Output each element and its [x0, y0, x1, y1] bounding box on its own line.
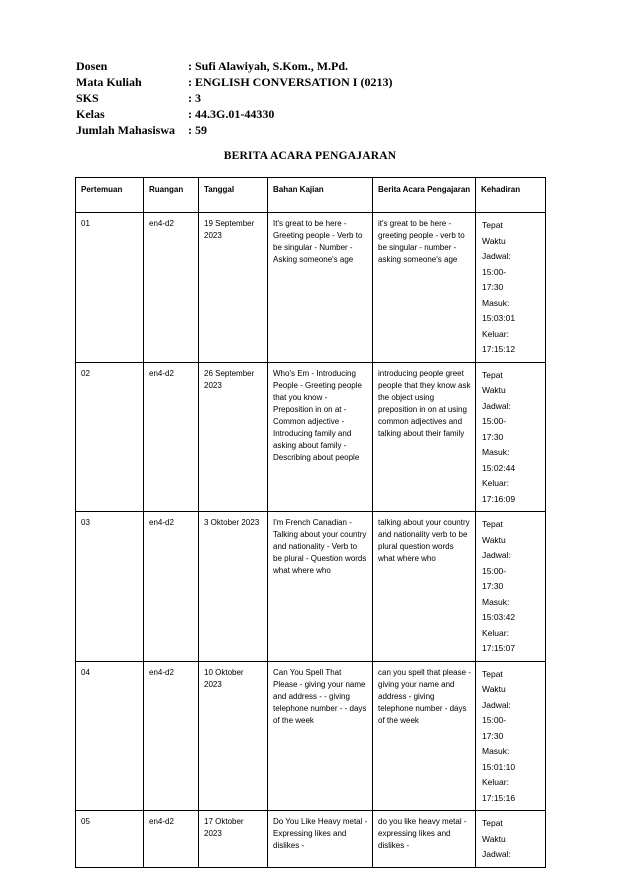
header-berita-acara: Berita Acara Pengajaran	[373, 178, 476, 213]
kehadiran-line: 15:01:10	[482, 761, 516, 772]
kehadiran-line: Masuk:	[482, 447, 510, 457]
cell-kehadiran	[476, 213, 546, 363]
info-label: Dosen	[76, 59, 108, 73]
info-row-dosen	[76, 58, 392, 74]
berita-acara-table	[75, 177, 546, 868]
kehadiran-line: Jadwal:	[482, 849, 511, 859]
kehadiran-line: Tepat	[482, 818, 503, 828]
info-value: : ENGLISH CONVERSATION I (0213)	[188, 75, 393, 89]
kehadiran-line: Tepat	[482, 369, 503, 380]
cell-bahan-kajian: Who's Em - Introducing People - Greeting people that you know - Preposition in on at - Common adjective - Introducing family and asking about family - Describing about people	[268, 362, 373, 512]
cell-tanggal: 17 Oktober 2023	[199, 811, 268, 868]
cell-tanggal: 26 September 2023	[199, 362, 268, 512]
info-value: : Sufi Alawiyah, S.Kom., M.Pd.	[188, 59, 349, 73]
course-info	[76, 58, 392, 138]
cell-bahan-kajian: Can You Spell That Please - giving your name and address - - giving telephone number - - days of the week	[268, 661, 373, 811]
info-row-sks	[76, 90, 392, 106]
cell-kehadiran	[476, 811, 546, 868]
cell-berita-acara: can you spell that please - giving your name and address - giving telephone number - days of the week	[373, 661, 476, 811]
info-label: Mata Kuliah	[76, 75, 142, 89]
kehadiran-line: Masuk:	[482, 596, 510, 607]
kehadiran-line: Tepat	[482, 220, 503, 230]
kehadiran-line: 15:02:44	[482, 462, 516, 473]
info-value: : 3	[188, 91, 201, 105]
kehadiran-line: 15:00-	[482, 266, 507, 277]
cell-tanggal: 10 Oktober 2023	[199, 661, 268, 811]
kehadiran-line: Waktu	[482, 684, 506, 694]
kehadiran-line: 15:00-	[482, 565, 507, 576]
info-value: : 59	[188, 123, 207, 137]
kehadiran-line: Keluar:	[482, 478, 509, 488]
kehadiran-line: 17:30	[482, 581, 504, 591]
table-row	[76, 661, 546, 811]
kehadiran-line: 15:00-	[482, 416, 507, 426]
cell-kehadiran	[476, 661, 546, 811]
kehadiran-line: 15:00-	[482, 715, 507, 725]
cell-pertemuan: 01	[76, 213, 144, 363]
kehadiran-line: 17:15:12	[482, 344, 516, 354]
kehadiran-line: 15:03:42	[482, 612, 516, 622]
kehadiran-line: 17:30	[482, 282, 504, 292]
cell-ruangan: en4-d2	[144, 661, 199, 811]
kehadiran-line: Waktu	[482, 235, 506, 246]
kehadiran-line: 15:03:01	[482, 313, 516, 323]
cell-pertemuan: 05	[76, 811, 144, 868]
kehadiran-line: Waktu	[482, 385, 506, 395]
kehadiran-line: Tepat	[482, 519, 503, 529]
info-value: : 44.3G.01-44330	[188, 107, 275, 121]
info-row-kelas	[76, 106, 392, 122]
cell-pertemuan: 03	[76, 512, 144, 662]
cell-ruangan: en4-d2	[144, 512, 199, 662]
kehadiran-line: Keluar:	[482, 328, 509, 339]
kehadiran-line: Keluar:	[482, 627, 509, 638]
cell-berita-acara: introducing people greet people that they know ask the object using preposition in on at using common adjectives and talking about their family	[373, 362, 476, 512]
kehadiran-line: Masuk:	[482, 297, 510, 308]
table-row	[76, 213, 546, 363]
kehadiran-line: Masuk:	[482, 746, 510, 756]
cell-berita-acara: it's great to be here - greeting people - verb to be singular - number - asking someone's age	[373, 213, 476, 363]
info-label: SKS	[76, 91, 99, 105]
header-bahan-kajian: Bahan Kajian	[268, 178, 373, 213]
kehadiran-line: 17:30	[482, 431, 504, 442]
kehadiran-line: Waktu	[482, 534, 506, 545]
table-row	[76, 362, 546, 512]
kehadiran-line: Jadwal:	[482, 400, 511, 411]
info-label: Jumlah Mahasiswa	[76, 123, 176, 137]
cell-tanggal: 19 September 2023	[199, 213, 268, 363]
kehadiran-line: Tepat	[482, 668, 503, 679]
header-tanggal: Tanggal	[199, 178, 268, 213]
cell-pertemuan: 04	[76, 661, 144, 811]
info-row-mata-kuliah	[76, 74, 392, 90]
cell-berita-acara: do you like heavy metal - expressing likes and dislikes -	[373, 811, 476, 868]
header-pertemuan: Pertemuan	[76, 178, 144, 213]
header-kehadiran: Kehadiran	[476, 178, 546, 213]
cell-pertemuan: 02	[76, 362, 144, 512]
table-row	[76, 512, 546, 662]
kehadiran-line: Jadwal:	[482, 251, 511, 261]
info-label: Kelas	[76, 107, 105, 121]
kehadiran-line: Waktu	[482, 833, 506, 844]
table-header-row	[76, 178, 546, 213]
document-title: BERITA ACARA PENGAJARAN	[223, 150, 397, 162]
kehadiran-line: 17:15:16	[482, 792, 516, 803]
cell-ruangan: en4-d2	[144, 362, 199, 512]
kehadiran-line: 17:15:07	[482, 643, 516, 653]
cell-ruangan: en4-d2	[144, 811, 199, 868]
cell-kehadiran	[476, 512, 546, 662]
cell-bahan-kajian: I'm French Canadian - Talking about your country and nationality - Verb to be plural - Question words what where who	[268, 512, 373, 662]
cell-berita-acara: talking about your country and nationality verb to be plural question words what where who	[373, 512, 476, 662]
table-row	[76, 811, 546, 868]
kehadiran-line: Keluar:	[482, 777, 509, 787]
kehadiran-line: 17:30	[482, 730, 504, 741]
cell-ruangan: en4-d2	[144, 213, 199, 363]
cell-tanggal: 3 Oktober 2023	[199, 512, 268, 662]
cell-kehadiran	[476, 362, 546, 512]
kehadiran-line: Jadwal:	[482, 699, 511, 710]
cell-bahan-kajian: It's great to be here - Greeting people - Verb to be singular - Number - Asking someone's age	[268, 213, 373, 363]
cell-bahan-kajian: Do You Like Heavy metal - Expressing likes and dislikes -	[268, 811, 373, 868]
kehadiran-line: Jadwal:	[482, 550, 511, 560]
kehadiran-line: 17:16:09	[482, 493, 516, 504]
header-ruangan: Ruangan	[144, 178, 199, 213]
info-row-jumlah-mahasiswa	[76, 122, 392, 138]
